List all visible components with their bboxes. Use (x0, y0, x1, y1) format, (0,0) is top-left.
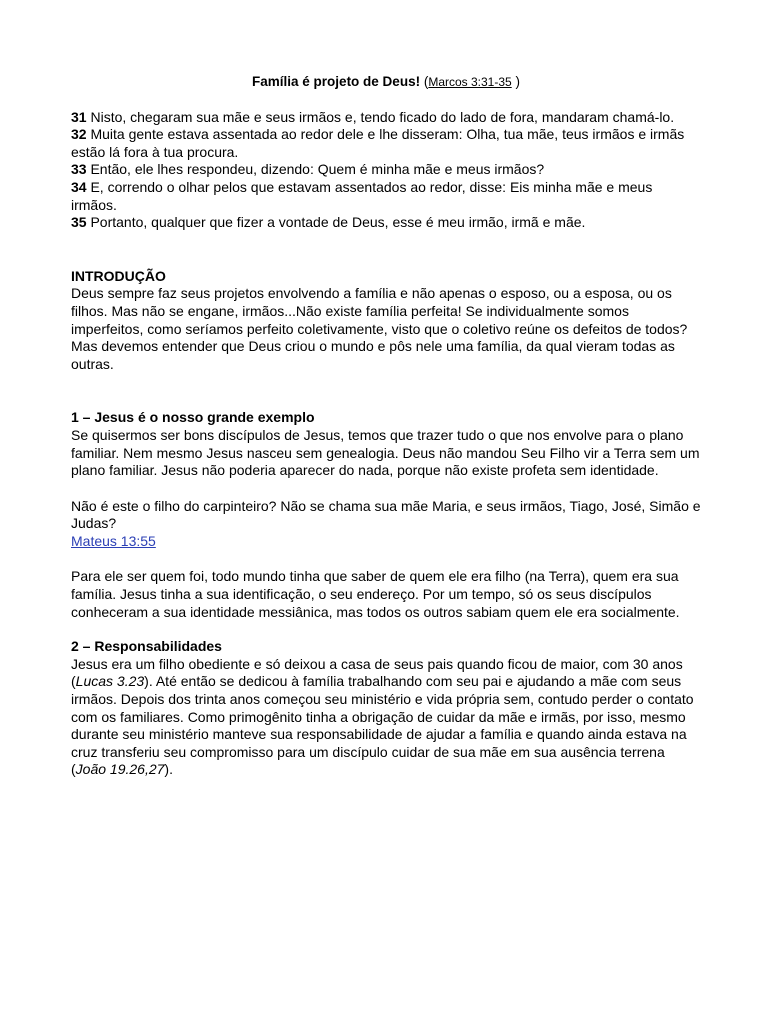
verse-number: 31 (71, 108, 87, 125)
verse-text: Nisto, chegaram sua mãe e seus irmãos e, tendo ficado do lado de fora, mandaram chamá-lo. (86, 108, 675, 125)
intro-heading: INTRODUÇÃO (71, 267, 166, 284)
verse-31 (71, 109, 701, 127)
verse-text: Muita gente estava assentada ao redor dele e lhe disseram: Olha, tua mãe, teus irmãos e irmãs estão lá fora à tua procura. (71, 126, 685, 160)
scripture-ref-lucas: Lucas 3.23 (75, 673, 145, 690)
scripture-link-mateus[interactable]: Mateus 13:55 (71, 532, 156, 549)
verse-32 (71, 126, 701, 161)
intro-body: Deus sempre faz seus projetos envolvendo a família e não apenas o esposo, ou a esposa, ou os filhos. Mas não se engane, irmãos...Não existe família perfeita! Se individualmente somos imperfeitos, como seríamos perfeito coletivamente, visto que o coletivo reúne os defeitos de todos? Mas devemos entender que Deus criou o mundo e pôs nele uma família, da qual vieram todas as outras. (71, 285, 688, 372)
section-1-quote: Não é este o filho do carpinteiro? Não se chama sua mãe Maria, e seus irmãos, Tiago, José, Simão e Judas? (71, 497, 701, 532)
section-1-paragraph-2: Para ele ser quem foi, todo mundo tinha que saber de quem ele era filho (na Terra), quem era sua família. Jesus tinha a sua identificação, o seu endereço. Por um tempo, só os seus discípulos conheceram a sua identidade messiânica, mas todos os outros sabiam quem ele era socialmente. (71, 568, 680, 620)
verse-number: 33 (71, 161, 87, 178)
verse-34 (71, 179, 701, 214)
document-page (71, 73, 701, 779)
verse-35 (71, 214, 701, 232)
verse-number: 34 (71, 178, 87, 195)
verse-text: E, correndo o olhar pelos que estavam assentados ao redor, disse: Eis minha mãe e meus irmãos. (71, 178, 653, 213)
section-1-heading: 1 – Jesus é o nosso grande exemplo (71, 409, 315, 426)
verse-text: Portanto, qualquer que fizer a vontade de Deus, esse é meu irmão, irmã e mãe. (86, 214, 586, 231)
section-1 (71, 409, 701, 621)
scripture-ref-joao: João 19.26,27 (75, 761, 165, 778)
verse-number: 35 (71, 214, 87, 231)
title-scripture-ref: Marcos 3:31-35 (428, 75, 512, 89)
section-2-text-a: Jesus era um filho obediente e só deixou a casa de seus pais quando ficou de maior, com 30 anos ( (71, 655, 683, 690)
title-paren-close: ) (511, 74, 520, 89)
section-2-paragraph (71, 656, 701, 779)
section-2-text-c: ). (164, 761, 173, 778)
intro-section (71, 268, 701, 374)
verse-list (71, 109, 701, 232)
title-text: Família é projeto de Deus! (252, 74, 421, 89)
verse-number: 32 (71, 126, 87, 143)
section-2-heading: 2 – Responsabilidades (71, 638, 222, 655)
section-1-paragraph-1: Se quisermos ser bons discípulos de Jesus, temos que trazer tudo o que nos envolve para o plano familiar. Nem mesmo Jesus nasceu sem genealogia. Deus não mandou Seu Filho vir a Terra sem um plano familiar. Jesus não poderia aparecer do nada, porque não existe profeta sem identidade. (71, 426, 700, 479)
section-2-text-b: ). Até então se dedicou à família trabalhando com seu pai e ajudando a mãe com seus irmãos. Depois dos trinta anos começou seu ministério e vida própria sem, contudo perder o contato com os familiares. Como primogênito tinha a obrigação de cuidar da mãe e irmãs, por isso, mesmo durante seu ministério manteve sua responsabilidade de ajudar a família e quando ainda estava na cruz transferiu seu compromisso para um discípulo cuidar de sua mãe em sua ausência terrena ( (71, 673, 694, 778)
section-2 (71, 638, 701, 779)
verse-text: Então, ele lhes respondeu, dizendo: Quem é minha mãe e meus irmãos? (86, 161, 545, 178)
verse-33 (71, 161, 701, 179)
title-paren-open: ( (420, 74, 429, 89)
page-title (71, 73, 701, 92)
